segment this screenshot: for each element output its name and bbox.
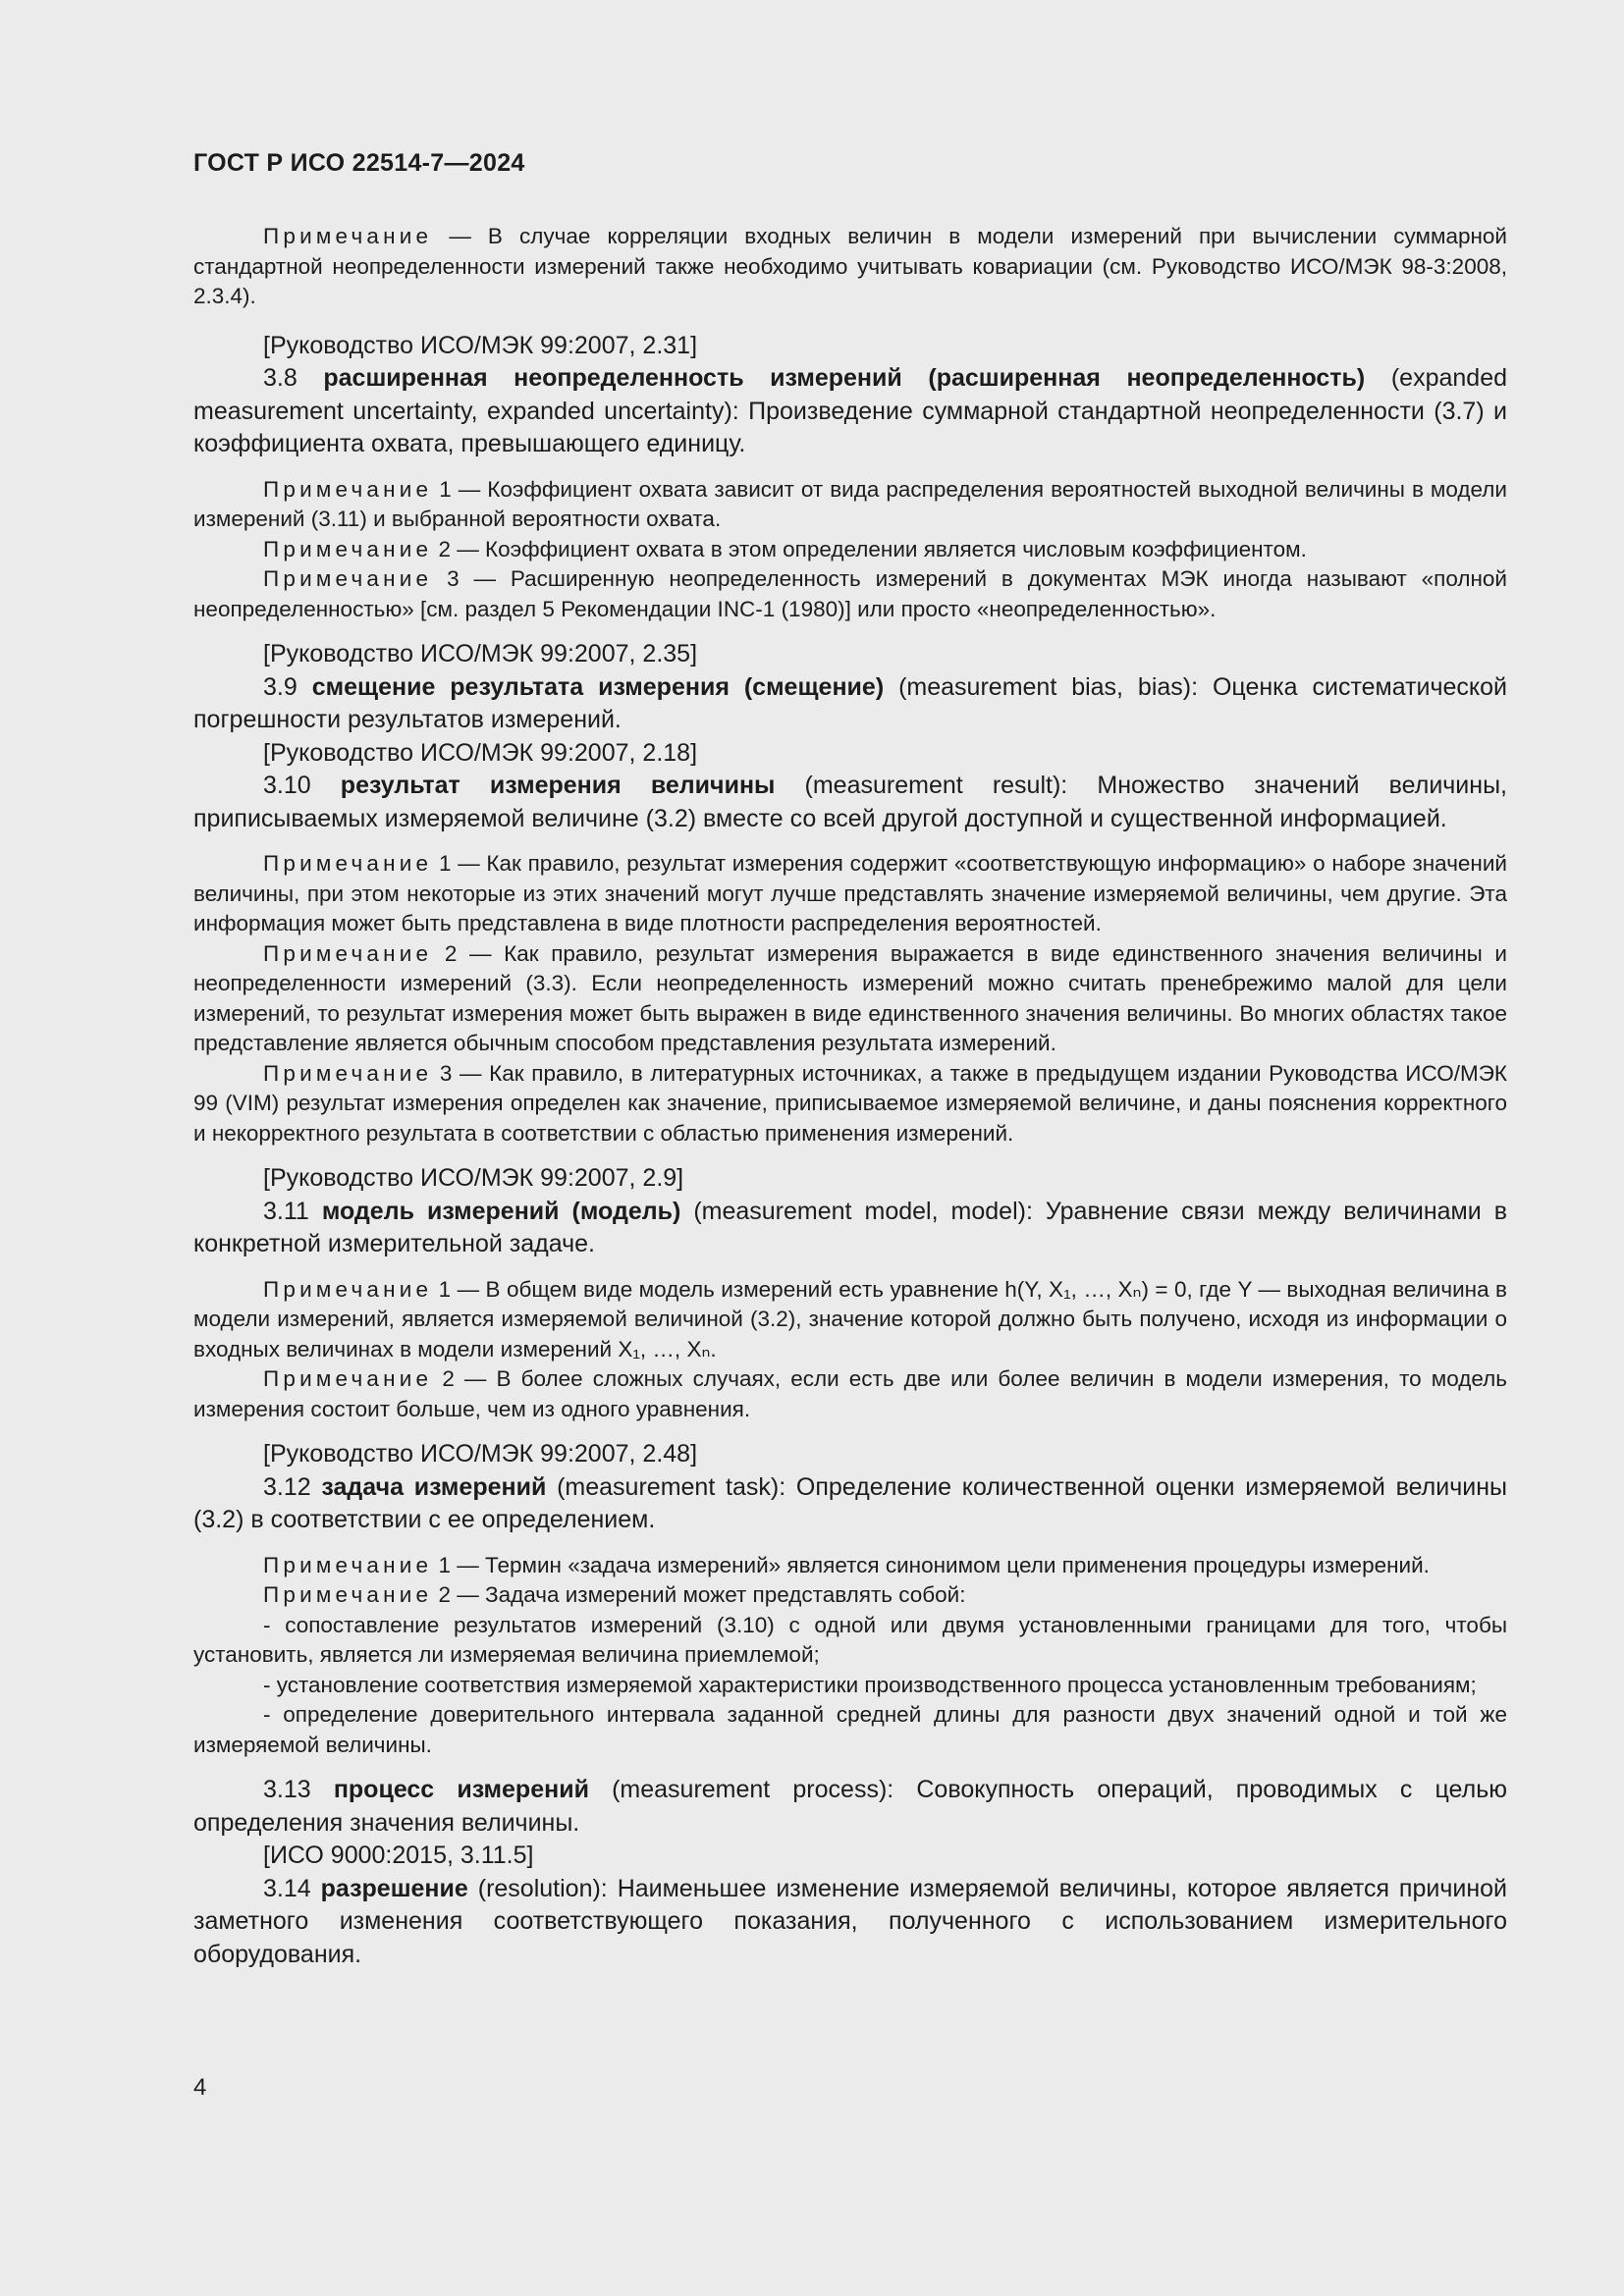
note-text: — Задача измерений может представлять собой: [451, 1582, 966, 1607]
term-definition [193, 1471, 1507, 1537]
definition-text: (measurement model, model): Уравнение связи между величинами в конкретной измерительной задаче. [193, 1197, 1507, 1257]
term-definition [193, 362, 1507, 461]
note-paragraph [193, 1551, 1507, 1581]
term-number: 3.12 [263, 1472, 322, 1501]
note-label: Примечание [263, 1366, 433, 1391]
note-number: 1 [432, 1552, 451, 1577]
term-number: 3.14 [263, 1874, 321, 1902]
note-number: 2 [432, 1582, 451, 1607]
term-name: задача измерений [321, 1472, 547, 1501]
note-number: 3 [432, 566, 460, 591]
note-text: — Коэффициент охвата в этом определении является числовым коэффициентом. [451, 536, 1307, 561]
term-definition [193, 770, 1507, 835]
note-paragraph [193, 1059, 1507, 1149]
note-label: Примечание [263, 851, 433, 876]
note-label: Примечание [263, 1060, 433, 1086]
list-item: - сопоставление результатов измерений (3.10) с одной или двумя установленными границами для того, чтобы установить, является ли измеряемая величина приемлемой; [193, 1612, 1507, 1667]
note-text: — Расширенную неопределенность измерений в документах МЭК иногда называют «полной неопределенностью» [см. раздел 5 Рекомендации INC-1 (1980)] или просто «неопределенностью». [193, 566, 1507, 621]
note-text: — Коэффициент охвата зависит от вида распределения вероятностей выходной величины в модели измерений (3.11) и выбранной вероятности охвата. [193, 476, 1507, 531]
term-name: модель измерений (модель) [321, 1197, 681, 1225]
note-text: — Как правило, результат измерения содержит «соответствующую информацию» о наборе значений величины, при этом некоторые из этих значений могут лучше представлять значение измеряемой величины, чем другие. Эта информация может быть представлена в виде плотности распределения вероятностей. [193, 851, 1507, 935]
definition-text: (measurement result): Множество значений величины, приписываемых измеряемой величине (3.2) вместе со всей другой доступной и существенной информацией. [193, 772, 1507, 832]
note-number: 3 [432, 1060, 453, 1086]
page-number: 4 [193, 2074, 207, 2101]
source-reference: [Руководство ИСО/МЭК 99:2007, 2.9] [263, 1164, 684, 1192]
term-name: результат измерения величины [340, 772, 776, 799]
note-text: — Как правило, результат измерения выражается в виде единственного значения величины и неопределенности измерений (3.3). Если неопределенность измерений можно считать пренебрежимо малой для цели измерений, то результат измерения может быть выражен в виде единственного значения величины. Во многих областях такое представление является обычным способом представления результата измерений. [193, 940, 1507, 1055]
source-reference: [Руководство ИСО/МЭК 99:2007, 2.48] [263, 1440, 698, 1468]
term-definition [193, 1774, 1507, 1840]
note-label: Примечание [263, 1276, 433, 1302]
note-text: — В случае корреляции входных величин в модели измерений при вычислении суммарной стандартной неопределенности измерений также необходимо учитывать ковариации (см. Руководство ИСО/МЭК 98-3:2008, 2.3.4). [193, 224, 1507, 308]
note-number: 1 [432, 851, 452, 876]
note-label: Примечание [263, 940, 433, 966]
term-number: 3.11 [263, 1197, 322, 1225]
list-item: - определение доверительного интервала заданной средней длины для разности двух значений одной и той же измеряемой величины. [193, 1702, 1507, 1757]
note-number: 2 [432, 940, 458, 966]
note-number: 2 [432, 1366, 455, 1391]
note-label: Примечание [263, 566, 433, 591]
note-number: 2 [432, 536, 451, 561]
note-paragraph [193, 939, 1507, 1059]
note-paragraph [193, 564, 1507, 624]
note-paragraph [193, 475, 1507, 535]
term-name: расширенная неопределенность измерений (расширенная неопределенность) [323, 364, 1366, 392]
list-item: - установление соответствия измеряемой характеристики производственного процесса установленным требованиям; [263, 1672, 1477, 1697]
term-definition [193, 1196, 1507, 1261]
source-reference: [Руководство ИСО/МЭК 99:2007, 2.35] [263, 640, 698, 667]
note-label: Примечание [263, 1582, 433, 1607]
source-reference: [ИСО 9000:2015, 3.11.5] [263, 1842, 534, 1869]
definition-text: (measurement bias, bias): Оценка систематической погрешности результатов измерений. [193, 672, 1508, 733]
term-definition [193, 671, 1507, 737]
term-number: 3.9 [263, 672, 312, 701]
term-name: разрешение [320, 1874, 468, 1902]
document-body [193, 222, 1507, 1971]
note-label: Примечание [263, 224, 433, 248]
source-reference: [Руководство ИСО/МЭК 99:2007, 2.18] [263, 738, 698, 767]
note-paragraph [193, 535, 1507, 565]
note-paragraph [193, 1364, 1507, 1424]
note-label: Примечание [263, 476, 433, 502]
note-paragraph [193, 1275, 1507, 1365]
term-number: 3.8 [263, 364, 324, 392]
note-paragraph [193, 222, 1507, 312]
document-header: ГОСТ Р ИСО 22514-7—2024 [193, 149, 525, 177]
note-number: 1 [432, 1276, 452, 1302]
note-paragraph [193, 1580, 1507, 1611]
note-number: 1 [432, 476, 452, 502]
definition-text: (resolution): Наименьшее изменение измеряемой величины, которое является причиной заметного изменения соответствующего показания, полученного с использованием измерительного оборудования. [193, 1874, 1507, 1968]
note-label: Примечание [263, 536, 433, 561]
term-number: 3.13 [263, 1776, 334, 1803]
note-label: Примечание [263, 1552, 433, 1577]
note-text: — В более сложных случаях, если есть две или более величин в модели измерения, то модель измерения состоит больше, чем из одного уравнения. [193, 1366, 1508, 1421]
definition-text: (measurement process): Совокупность операций, проводимых с целью определения значения величины. [193, 1776, 1507, 1837]
note-paragraph [193, 849, 1507, 939]
definition-text: (measurement task): Определение количественной оценки измеряемой величины (3.2) в соответствии с ее определением. [193, 1472, 1507, 1533]
term-name: смещение результата измерения (смещение) [311, 672, 885, 701]
term-definition [193, 1873, 1507, 1972]
definition-text: (expanded measurement uncertainty, expanded uncertainty): Произведение суммарной стандартной неопределенности (3.7) и коэффициента охвата, превышающего единицу. [193, 364, 1507, 457]
note-text: — В общем виде модель измерений есть уравнение h(Y, X₁, …, Xₙ) = 0, где Y — выходная величина в модели измерений, является измеряемой величиной (3.2), значение которой должно быть получено, исходя из информации о входных величинах в модели измерений X₁, …, Xₙ. [193, 1276, 1507, 1362]
note-text: — Как правило, в литературных источниках, а также в предыдущем издании Руководства ИСО/МЭК 99 (VIM) результат измерения определен как значение, приписываемое измеряемой величине, и даны пояснения корректного и некорректного результата в соответствии с областью применения измерений. [193, 1060, 1507, 1146]
term-number: 3.10 [263, 772, 341, 799]
source-reference: [Руководство ИСО/МЭК 99:2007, 2.31] [263, 331, 698, 359]
note-text: — Термин «задача измерений» является синонимом цели применения процедуры измерений. [451, 1552, 1430, 1577]
term-name: процесс измерений [333, 1776, 589, 1803]
